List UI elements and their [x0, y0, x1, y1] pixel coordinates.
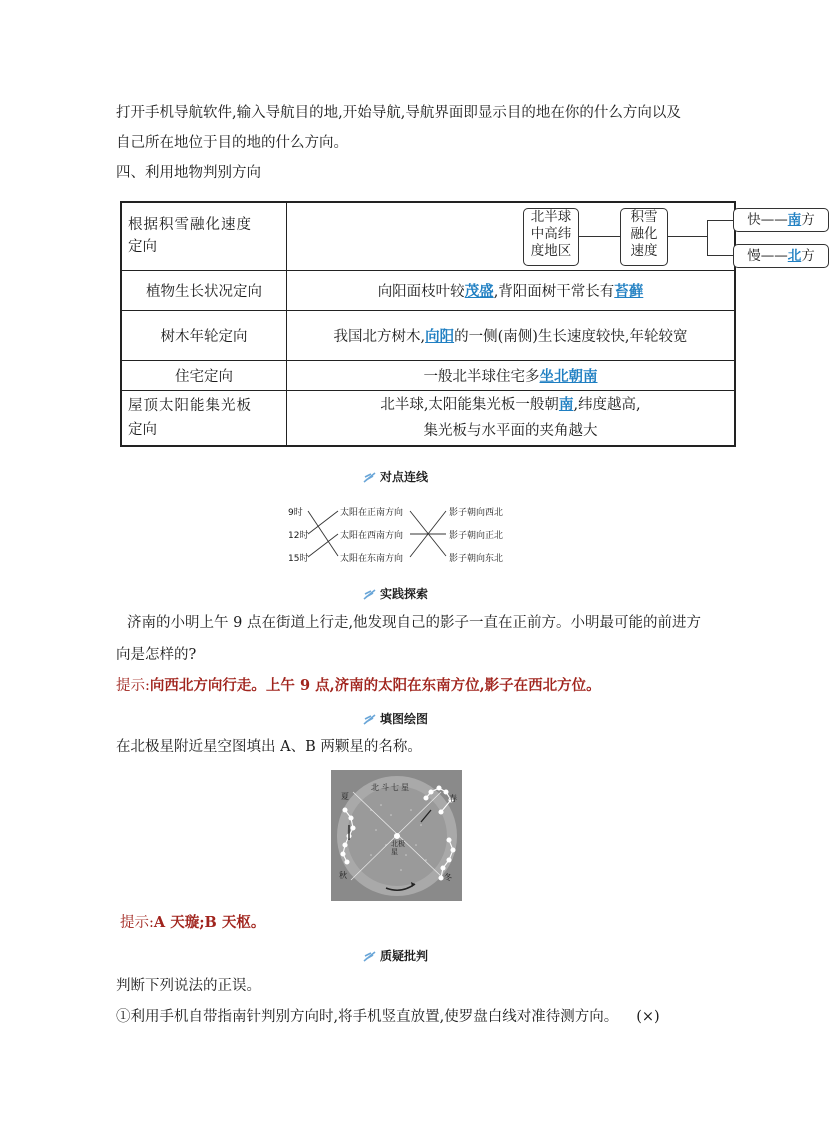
box-fast: 快——南方: [733, 208, 829, 232]
table-row-solar: [121, 390, 735, 446]
fill-instruction: 在北极星附近星空图填出 A、B 两颗星的名称。: [116, 739, 422, 755]
question-heading: 质疑批判: [363, 947, 428, 964]
star-map: [331, 770, 462, 901]
shadow-north: 影子朝向正北: [449, 531, 504, 541]
sun-southwest: 太阳在西南方向: [340, 531, 404, 541]
question-instruction: 判断下列说法的正误。: [116, 978, 261, 994]
time-12: 12时: [288, 531, 309, 541]
practice-hint: 提示:向西北方向行走。上午 9 点,济南的太阳在东南方位,影子在西北方位。: [116, 677, 601, 694]
sun-southeast: 太阳在东南方向: [340, 554, 404, 564]
pen-icon: [363, 471, 377, 483]
table-row-snow: [121, 202, 735, 270]
row-content-solar: 北半球,太阳能集光板一般朝南,纬度越高, 集光板与水平面的夹角越大: [287, 390, 736, 446]
snow-diagram: [287, 202, 815, 270]
season-autumn: 秋: [339, 871, 347, 880]
fill-hint: 提示:A 天璇;B 天枢。: [120, 914, 266, 931]
shadow-northwest: 影子朝向西北: [449, 508, 504, 518]
branch-vertical: [707, 220, 708, 255]
question-item-1: ①利用手机自带指南针判别方向时,将手机竖直放置,使罗盘白线对准待测方向。 (×): [116, 1009, 660, 1025]
season-winter: 冬: [444, 873, 452, 882]
pen-icon: [363, 588, 377, 600]
time-9: 9时: [288, 508, 303, 518]
box-region: 北半球 中高纬 度地区: [523, 208, 579, 266]
direction-table: [120, 201, 815, 447]
map-title: 北斗七星: [371, 783, 411, 792]
connector-line: [578, 236, 620, 237]
branch-top: [707, 220, 733, 221]
season-summer: 夏: [341, 792, 349, 801]
row-label-rings: 树木年轮定向: [121, 310, 287, 360]
box-snow-melt: 积雪 融化 速度: [620, 208, 668, 266]
section-4-title: 四、利用地物判别方向: [116, 165, 261, 181]
branch-bottom: [707, 255, 733, 256]
table-row-rings: [121, 310, 735, 360]
season-spring: 春: [449, 794, 457, 803]
fill-heading: 填图绘图: [363, 710, 428, 727]
box-slow: 慢——北方: [733, 244, 829, 268]
intro-line-2: 自己所在地位于目的地的什么方向。: [116, 135, 348, 151]
time-15: 15时: [288, 554, 309, 564]
practice-question-2: 向是怎样的?: [116, 647, 197, 663]
match-lines: [300, 500, 460, 570]
row-content-rings: 我国北方树木,向阳的一侧(南侧)生长速度较快,年轮较宽: [287, 310, 736, 360]
table-row-plant: [121, 270, 735, 310]
sun-south: 太阳在正南方向: [340, 508, 404, 518]
branch-stem: [667, 236, 707, 237]
row-content-house: 一般北半球住宅多坐北朝南: [287, 360, 736, 390]
practice-heading: 实践探索: [363, 585, 428, 602]
table-row-house: [121, 360, 735, 390]
shadow-northeast: 影子朝向东北: [449, 554, 504, 564]
row-label-plant: 植物生长状况定向: [121, 270, 287, 310]
pen-icon: [363, 713, 377, 725]
map-polaris: 北极星: [391, 840, 405, 856]
row-label-snow: 根据积雪融化速度 定向: [121, 202, 287, 270]
practice-question-1: 济南的小明上午 9 点在街道上行走,他发现自己的影子一直在正前方。小明最可能的前进方: [127, 615, 702, 631]
row-label-house: 住宅定向: [121, 360, 287, 390]
pen-icon: [363, 950, 377, 962]
intro-line-1: 打开手机导航软件,输入导航目的地,开始导航,导航界面即显示目的地在你的什么方向以及: [116, 105, 681, 121]
match-heading: 对点连线: [363, 468, 428, 485]
row-label-solar: 屋顶太阳能集光板 定向: [121, 390, 287, 446]
row-content-plant: 向阳面枝叶较茂盛,背阳面树干常长有苔藓: [287, 270, 736, 310]
